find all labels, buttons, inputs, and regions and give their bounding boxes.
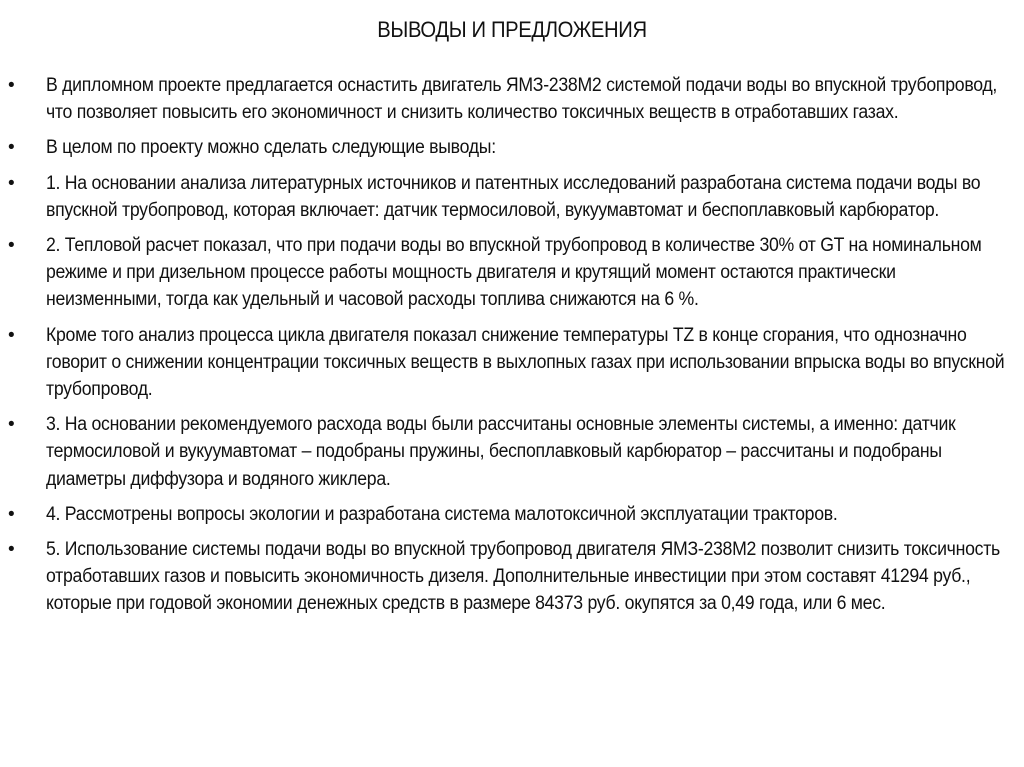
bullet-marker: • [8, 172, 15, 194]
bullet-item [8, 501, 1018, 528]
bullet-text: В дипломном проекте предлагается оснастить двигатель ЯМЗ-238М2 системой подачи воды во впускной трубопровод, что позволяет повысить его экономичност и снизить количество токсичных веществ в отработавших газах. [46, 75, 998, 124]
bullet-list [8, 72, 1018, 626]
bullet-marker: • [8, 414, 15, 436]
bullet-text: 5. Использование системы подачи воды во впускной трубопровод двигателя ЯМЗ-238М2 позволит снизить токсичность отработавших газов и повысить экономичность дизеля. Дополнительные инвестиции при этом составят 41294 руб., которые при годовой экономии денежных средств в размере 84373 руб. окупятся за 0,49 года, или 6 мес. [46, 539, 1000, 615]
bullet-text: 1. На основании анализа литературных источников и патентных исследований разработана система подачи воды во впускной трубопровод, которая включает: датчик термосиловой, вукуумавтомат и беспоплавковый карбюратор. [46, 172, 981, 221]
bullet-item [8, 232, 1018, 314]
bullet-text: Кроме того анализ процесса цикла двигателя показал снижение температуры TZ в конце сгорания, что однозначно говорит о снижении концентрации токсичных веществ в выхлопных газах при использовании впрыска воды во впускной трубопровод. [46, 324, 1005, 401]
bullet-item [8, 134, 1018, 161]
bullet-item [8, 536, 1018, 618]
bullet-marker: • [8, 137, 15, 159]
bullet-text: 4. Рассмотрены вопросы экологии и разработана система малотоксичной эксплуатации тракторов. [46, 503, 838, 525]
bullet-marker: • [8, 503, 15, 525]
bullet-marker: • [8, 324, 15, 346]
bullet-marker: • [8, 235, 15, 257]
bullet-item [8, 411, 1018, 493]
bullet-marker: • [8, 539, 15, 561]
bullet-text: 2. Тепловой расчет показал, что при подачи воды во впускной трубопровод в количестве 30% от GT на номинальном режиме и при дизельном процессе работы мощность двигателя и крутящий момент остаются практически неизменными, тогда как удельный и часовой расходы топлива снижаются на 6 %. [46, 235, 982, 311]
bullet-marker: • [8, 75, 15, 96]
bullet-text: 3. На основании рекомендуемого расхода воды были рассчитаны основные элементы системы, а именно: датчик термосиловой и вукуумавтомат – подобраны пружины, беспоплавковый карбюратор – рассчитаны и подобраны диаметры диффузора и водяного жиклера. [46, 414, 956, 490]
bullet-text: В целом по проекту можно сделать следующие выводы: [46, 137, 496, 159]
bullet-item [8, 322, 1018, 404]
bullet-item [8, 72, 1018, 126]
slide-title: ВЫВОДЫ И ПРЕДЛОЖЕНИЯ [377, 17, 647, 42]
bullet-item [8, 170, 1018, 224]
